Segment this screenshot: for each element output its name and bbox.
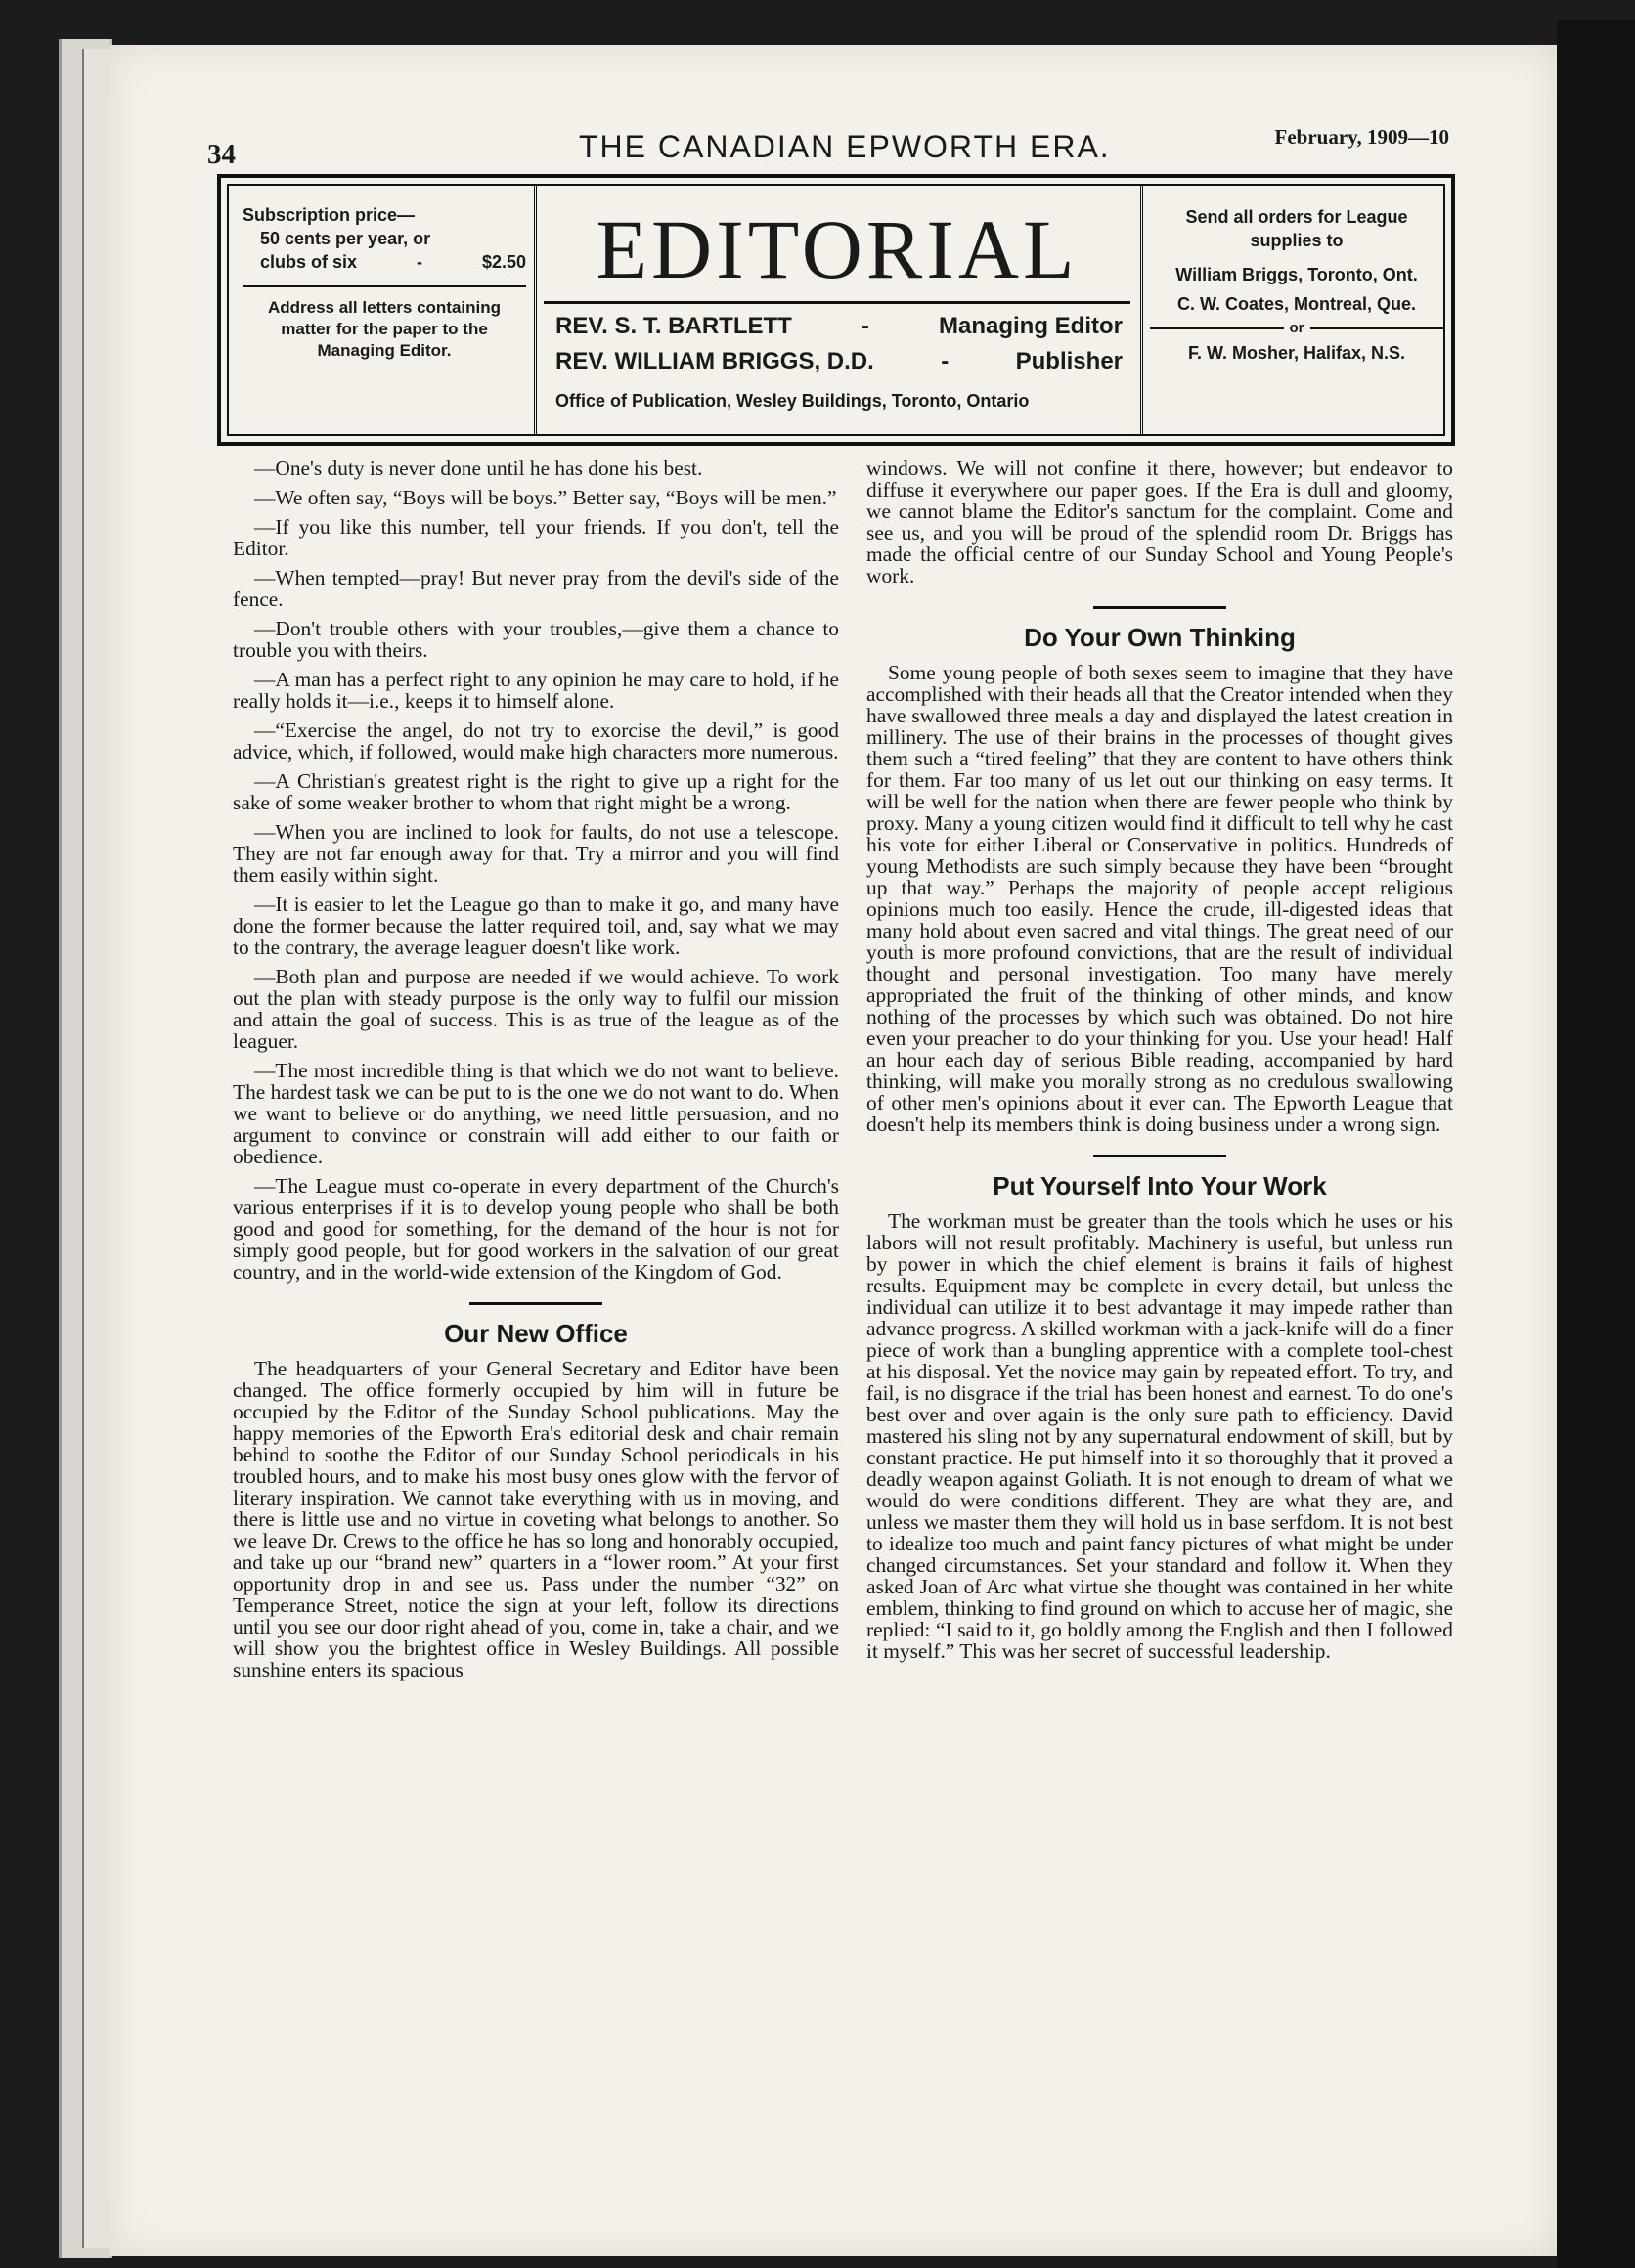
left-column	[233, 458, 839, 1688]
address-note: Address all letters containing matter for the paper to the Managing Editor.	[267, 298, 502, 360]
or-label: or	[1289, 320, 1304, 336]
maxim-paragraph: —It is easier to let the League go than to make it go, and many have done the former because the latter required toil, and, say what we may to the contrary, the average leaguer doesn't like work.	[233, 893, 839, 959]
page-edge-inner	[82, 49, 111, 2248]
magazine-title: THE CANADIAN EPWORTH ERA.	[579, 129, 1111, 164]
heading-put-yourself-into-your-work: Put Yourself Into Your Work	[993, 1171, 1327, 1200]
subscription-divider	[243, 285, 526, 287]
orders-panel	[1150, 205, 1443, 368]
heading-do-your-own-thinking: Do Your Own Thinking	[1024, 623, 1296, 652]
section-rule	[469, 1302, 602, 1305]
editorial-masthead	[217, 174, 1455, 446]
club-rate	[243, 250, 526, 274]
maxim-paragraph: —Both plan and purpose are needed if we would achieve. To work out the plan with steady purpose is the only way to fulfil our mission and attain the goal of success. This is as true of the league as of the leaguer.	[233, 965, 839, 1053]
subscription-rate	[243, 227, 526, 250]
maxim-paragraph: —A Christian's greatest right is the right to give up a right for the sake of some weaker brother to whom that right might be a wrong.	[233, 769, 839, 814]
right-column	[866, 458, 1453, 1670]
masthead-inner-frame	[227, 184, 1445, 436]
publisher-role: Publisher	[1015, 348, 1123, 374]
editor-role: Managing Editor	[939, 313, 1123, 339]
heading-our-new-office: Our New Office	[444, 1319, 628, 1348]
agent-montreal: C. W. Coates, Montreal, Que.	[1176, 294, 1417, 314]
masthead-divider-left	[534, 186, 537, 434]
agent-halifax: F. W. Mosher, Halifax, N.S.	[1187, 343, 1406, 363]
page-number: 34	[207, 139, 236, 170]
maxim-paragraph: —When you are inclined to look for faults, do not use a telescope. They are not far enough away for that. Try a mirror and you will find them easily within sight.	[233, 820, 839, 887]
agent-toronto: William Briggs, Toronto, Ont.	[1175, 265, 1418, 284]
publisher-line	[555, 348, 1123, 375]
maxim-paragraph: —If you like this number, tell your friends. If you don't, tell the Editor.	[233, 515, 839, 560]
binding-gutter	[1557, 20, 1635, 2268]
maxim-paragraph: —When tempted—pray! But never pray from the devil's side of the fence.	[233, 566, 839, 611]
orders-label: Send all orders for League supplies to	[1185, 207, 1408, 250]
maxim-paragraph: —One's duty is never done until he has done his best.	[254, 457, 703, 480]
editor-dash: -	[861, 313, 869, 339]
subscription-panel	[243, 203, 526, 362]
club-rate-dash: -	[416, 252, 422, 272]
publisher-dash: -	[941, 348, 950, 374]
editorial-title: EDITORIAL	[596, 202, 1079, 296]
or-separator	[1150, 319, 1443, 338]
subscription-rate-text: 50 cents per year, or	[260, 229, 431, 248]
publisher-name: REV. WILLIAM BRIGGS, D.D.	[555, 348, 874, 374]
running-head	[207, 125, 1449, 170]
work-article-text: The workman must be greater than the tools which he uses or his labors will not result profitably. Machinery is useful, but unless run by power in which the chief element is brains it fails of highest results. Equipment may be complete in every detail, but unless the individual can utilize it to best advantage it may impede rather than advance progress. A skilled workman with a jack-knife will do a finer piece of work than a bungling apprentice with a complete tool-chest at his disposal. Yet the novice may gain by repeated effort. To try, and fail, is no disgrace if the trial has been honest and earnest. To do one's best over and over again is the only sure path to efficiency. David mastered his sling not by any supernatural endowment of skill, but by constant practice. He put himself into it so thoroughly that it proved a deadly weapon against Goliath. It is not enough to dream of what we would do were conditions different. They are what they are, and unless we master them they will hold us in base serfdom. It is not best to idealize too much and paint fancy pictures of what might be under changed circumstances. Set your standard and follow it. When they asked Joan of Arc what virtue she thought was contained in her white emblem, thinking to find ground on which to accuse her of magic, she replied: “I said to it, go boldly among the English and then I followed it myself.” This was her secret of successful leadership.	[866, 1209, 1453, 1663]
maxim-paragraph: —We often say, “Boys will be boys.” Better say, “Boys will be men.”	[254, 486, 837, 509]
subscription-label: Subscription price—	[243, 205, 416, 225]
office-continuation-text: windows. We will not confine it there, however; but endeavor to diffuse it everywhere our paper goes. If the Era is dull and gloomy, we cannot blame the Editor's sanctum for the complaint. Come and see us, and you will be proud of the splendid room Dr. Briggs has made the official centre of our Sunday School and Young People's work.	[866, 457, 1453, 588]
our-new-office-text: The headquarters of your General Secretary and Editor have been changed. The office formerly occupied by him will in future be occupied by the Editor of the Sunday School publications. May the happy memories of the Epworth Era's editorial desk and chair remain behind to soothe the Editor of our Sunday School periodicals in his troubled hours, and to make his most busy ones glow with the fervor of literary inspiration. We cannot take everything with us in moving, and there is little use and no virtue in coveting what belongs to another. So we leave Dr. Crews to the office he has so long and honorably occupied, and take up our “brand new” quarters in a “lower room.” At your first opportunity drop in and see us. Pass under the number “32” on Temperance Street, notice the sign at your left, follow its directions until you see our door right ahead of you, come in, take a chair, and we will show you the brightest office in Wesley Buildings. All possible sunshine enters its spacious	[233, 1357, 839, 1681]
editor-name: REV. S. T. BARTLETT	[555, 313, 792, 339]
maxim-paragraph: —The League must co-operate in every department of the Church's various enterprises if it is to develop young people who shall be both good and good for something, for the demand of the hour is not for simply good people, but for good workers in the salvation of our great country, and in the world-wide extension of the Kingdom of God.	[233, 1174, 839, 1284]
title-rule	[544, 301, 1130, 304]
section-rule	[1093, 606, 1226, 609]
maxim-paragraph: —The most incredible thing is that which we do not want to believe. The hardest task we can be put to is the one we do not want to do. When we want to believe or do anything, we need little persuasion, and no argument to convince or constrain will add either to our faith or obedience.	[233, 1059, 839, 1168]
club-rate-label: clubs of six	[260, 252, 358, 272]
masthead-divider-right	[1140, 186, 1143, 434]
maxim-paragraph: —“Exercise the angel, do not try to exorcise the devil,” is good advice, which, if followed, would make high characters more numerous.	[233, 719, 839, 763]
club-rate-price: $2.50	[481, 252, 526, 272]
editorial-title-panel	[544, 186, 1130, 434]
managing-editor-line	[555, 313, 1123, 340]
section-rule	[1093, 1155, 1226, 1157]
maxim-paragraph: —A man has a perfect right to any opinion he may care to hold, if he really holds it—i.e., keeps it to himself alone.	[233, 668, 839, 713]
maxim-paragraph: —Don't trouble others with your troubles,—give them a chance to trouble you with theirs.	[233, 617, 839, 662]
thinking-article-text: Some young people of both sexes seem to imagine that they have accomplished with their heads all that the Creator intended when they have swallowed three meals a day and displayed the latest creation in millinery. The use of their brains in the processes of thought gives them such a “tired feeling” that they are content to have others think for them. Far too many of us let out our thinking on easy terms. It will be well for the nation when there are fewer people who think by proxy. Many a young citizen would find it difficult to tell why he cast his vote for either Liberal or Conservative in politics. Hundreds of young Methodists are such simply because they have been “brought up that way.” Perhaps the majority of people accept religious opinions much too easily. Hence the crude, ill-digested ideas that many hold about even sacred and vital things. The great need of our youth is more profound convictions, that are the result of individual thought and personal investigation. Too many have merely appropriated the fruit of the thinking of other minds, and know nothing of the processes by which such was obtained. Do not hire even your preacher to do your thinking for you. Use your head! Half an hour each day of serious Bible reading, accompanied by hard thinking, will make you morally strong as no credulous swallowing of other men's opinions about it ever can. The Epworth League that doesn't help its members think is doing business under a wrong sign.	[866, 661, 1453, 1136]
issue-date: February, 1909—10	[1274, 125, 1449, 149]
publication-office: Office of Publication, Wesley Buildings, Toronto, Ontario	[555, 391, 1030, 411]
